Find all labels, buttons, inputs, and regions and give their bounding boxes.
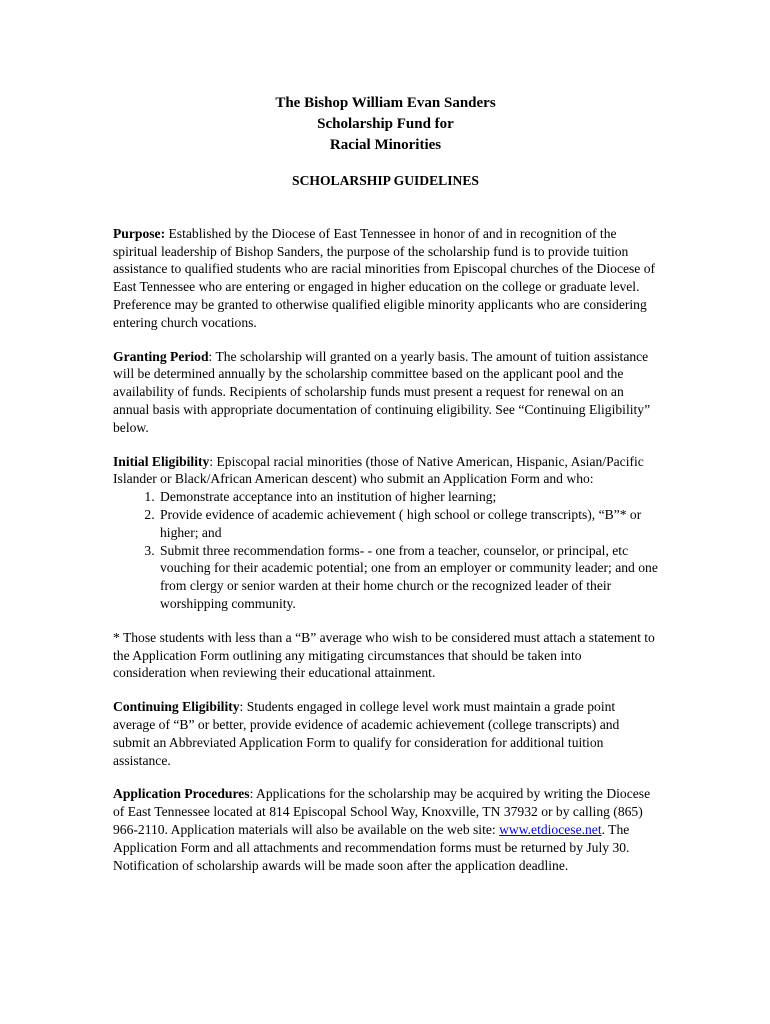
list-item: 1. Demonstrate acceptance into an institution of higher learning; (158, 488, 658, 506)
document-title (113, 93, 658, 156)
title-line-3: Racial Minorities (329, 137, 442, 153)
continuing-eligibility-paragraph (113, 698, 658, 769)
eligibility-requirements-list (113, 488, 658, 613)
purpose-label: Purpose: (113, 225, 166, 241)
initial-eligibility-text: : Episcopal racial minorities (those of Native American, Hispanic, Asian/Pacific Islander or Black/African American descent) who submit an Application Form and who: (113, 453, 644, 487)
initial-eligibility-paragraph (113, 453, 658, 489)
website-link[interactable]: www.etdiocese.net (499, 821, 602, 837)
title-line-1: The Bishop William Evan Sanders (275, 95, 496, 111)
application-procedures-label: Application Procedures (113, 786, 250, 802)
continuing-eligibility-text: : Students engaged in college level work must maintain a grade point average of “B” or better, provide evidence of academic achievement (college transcripts) and submit an Abbreviated Application Form to qualify for consideration for additional tuition assistance. (113, 699, 620, 768)
title-line-2: Scholarship Fund for (317, 116, 454, 132)
initial-eligibility-label: Initial Eligibility (113, 453, 210, 469)
application-procedures-text-after: . The Application Form and all attachments and recommendation forms must be returned by July 30. Notification of scholarship awards will be made soon after the application deadline. (113, 821, 630, 873)
list-item: 2. Provide evidence of academic achievement ( high school or college transcripts), “B”* or higher; and (158, 506, 658, 542)
application-procedures-text: : Applications for the scholarship may be acquired by writing the Diocese of East Tennessee located at 814 Episcopal School Way, Knoxville, TN 37932 or by calling (865) 966-2110. Application materials will also be available on the web site: (113, 786, 651, 837)
application-procedures-paragraph (113, 785, 658, 874)
purpose-paragraph (113, 225, 658, 332)
continuing-eligibility-label: Continuing Eligibility (113, 699, 240, 715)
footnote-paragraph: * Those students with less than a “B” average who wish to be considered must attach a statement to the Application Form outlining any mitigating circumstances that should be taken into consideration when reviewing their educational attainment. (113, 629, 655, 681)
list-item: 3. Submit three recommendation forms- - one from a teacher, counselor, or principal, etc vouching for their academic potential; one from an employer or community leader; and one from clergy or senior warden at their home church or the recognized leader of their worshipping community. (158, 542, 658, 613)
granting-period-text: : The scholarship will granted on a yearly basis. The amount of tuition assistance will be determined annually by the scholarship committee based on the applicant pool and the availability of funds. Recipients of scholarship funds must present a request for renewal on an annual basis with appropriate documentation of continuing eligibility. See “Continuing Eligibility” below. (113, 348, 651, 435)
purpose-text: Established by the Diocese of East Tennessee in honor of and in recognition of the spiritual leadership of Bishop Sanders, the purpose of the scholarship fund is to provide tuition assistance to qualified students who are racial minorities from Episcopal churches of the Diocese of East Tennessee who are entering or engaged in higher education on the college or graduate level. Preference may be granted to otherwise qualified eligible minority applicants who are considering entering church vocations. (113, 225, 656, 330)
document-subtitle: SCHOLARSHIP GUIDELINES (292, 173, 479, 188)
document-page (113, 93, 658, 874)
granting-period-label: Granting Period (113, 348, 209, 364)
granting-period-paragraph (113, 348, 658, 437)
